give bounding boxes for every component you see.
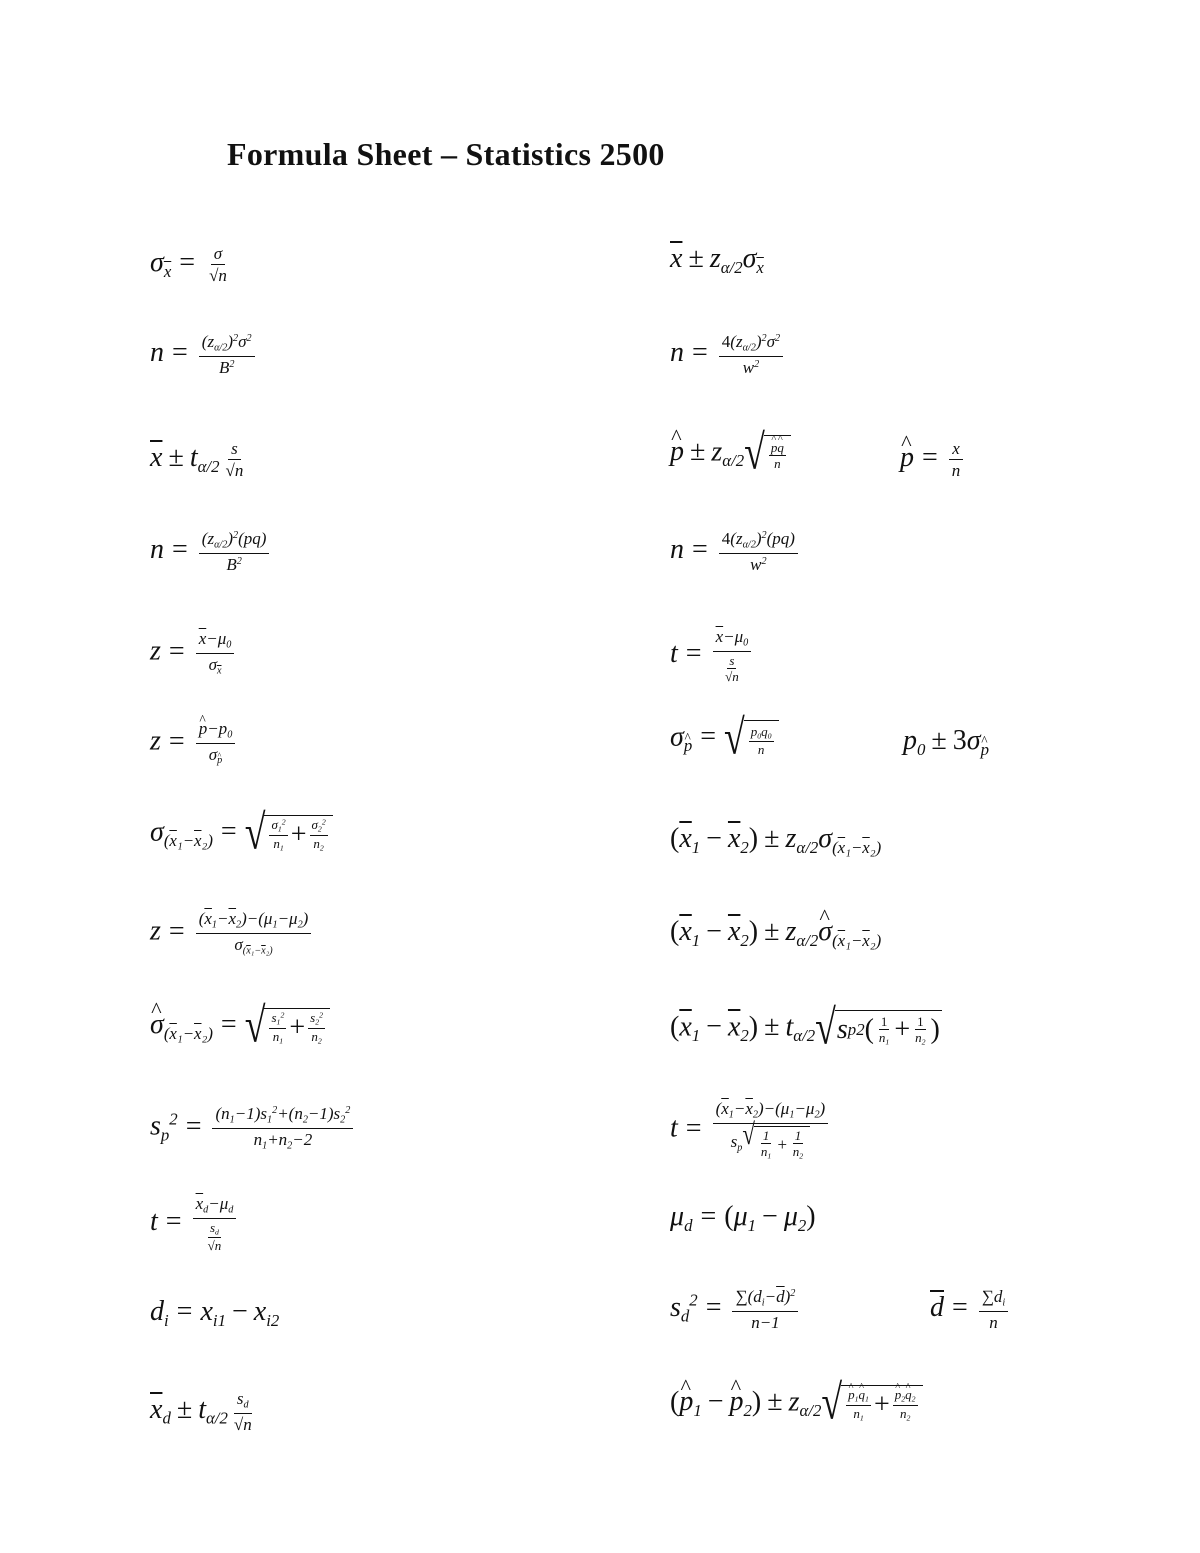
formula-se-diff: $\sigma_{(\overline{x}_1-\overline{x}_2)}$ = √ $\frac{\sigma_1^2}{n_1}$ + $\frac{\sigma_2^2}{n_2}$	[150, 815, 333, 853]
formula-n-prop-width: n = $\frac{4(z_{\alpha/2})^2(pq)}{w^2}$	[670, 530, 801, 573]
formula-n-mean-bound: n = $\frac{(z_{\alpha/2})^2\sigma^2}{B^2}$	[150, 333, 258, 376]
formula-d-bar: $\overline{d}$ = $\frac{\sum d_i}{n}$	[930, 1288, 1011, 1331]
page-title: Formula Sheet – Statistics 2500	[227, 136, 665, 172]
formula-t-paired: t = $\frac{\overline{x}_d-\mu_d}{\frac{s_d}{√n}}$	[150, 1195, 239, 1252]
formula-z-mean: z = $\frac{\overline{x}-\mu_0}{\sigma_{\overline{x}}}$	[150, 630, 237, 677]
formula-se-mean: $\sigma_{\overline{x}}$ = $\frac{\sigma}{√n}$	[150, 244, 227, 285]
formula-s-d: $s_d^2$ = $\frac{\sum(d_i-\overline{d})^2}{n-1}$	[670, 1288, 801, 1331]
formula-prop-check: $p_0$ ± 3σ^ $_p$	[903, 727, 989, 759]
formula-t-mean: t = $\frac{\overline{x}-\mu_0}{\frac{s}{√n}}$	[670, 628, 754, 683]
formula-z-prop: z = ^ $\frac{p-p_0}{\sigma\^{} _p}$	[150, 720, 238, 767]
formula-ci-diff-t: $(\overline{x}_1 - \overline{x}_2) \pm t_{\alpha/2}$ √ s p 2 ( $\frac{1}{n_1}$ + $\frac{1}{n_2}$ )	[670, 1000, 940, 1056]
formula-pooled-var: $s_p^2$ = $\frac{(n_1-1)s_1^2+(n_2-1)s_2^2}{n_1+n_2-2}$	[150, 1105, 356, 1152]
formula-z-diff: z = $\frac{(\overline{x}_1-\overline{x}_2)-(\mu_1-\mu_2)}{\sigma_{(\overline{x}_1-\overline{x}_2)}}$	[150, 910, 314, 957]
formula-ci-mean-z: $\overline{x} \pm z_{\alpha/2}\sigma_{\overline{x}}$	[670, 243, 764, 277]
formula-ci-prop-diff: (^ $p_1$ − ^ $p_2) \pm z_{\alpha/2}$ √ ^ $\frac{p_1\^{} q_1}{n_1}$ + ^ $\frac{p_2\^{} q_2}{n_2}$	[670, 1385, 923, 1423]
formula-se-prop: σ^ $_p$ = √ $\frac{p_0q_0}{n}$	[670, 720, 779, 758]
formula-n-mean-width: n = $\frac{4(z_{\alpha/2})^2\sigma^2}{w^2}$	[670, 333, 786, 376]
formula-ci-diff-z: $(\overline{x}_1 - \overline{x}_2) \pm z_{\alpha/2}\sigma_{(\overline{x}_1-\overline{x}_2)}$	[670, 823, 882, 857]
formula-ci-prop: ^ $p \pm z_{\alpha/2}$ √ ^ $\frac{p\^{} q}{n}$	[670, 435, 791, 473]
formula-mu-d: $\mu_d = (\mu_1 - \mu_2)$	[670, 1201, 816, 1235]
formula-n-prop-bound: n = $\frac{(z_{\alpha/2})^2(pq)}{B^2}$	[150, 530, 272, 573]
formula-se-diff-hat: ^ $\sigma_{(\overline{x}_1-\overline{x}_2)}$ = √ $\frac{s_1^2}{n_1}$ + $\frac{s_2^2}{n_2}$	[150, 1008, 330, 1046]
formula-ci-paired: $\overline{x}_d \pm t_{\alpha/2}$ $\frac{s_d}{√n}$	[150, 1389, 252, 1434]
formula-ci-diff-z-hat: $(\overline{x}_1 - \overline{x}_2)$ ± $z_{\alpha/2}\^{}$ $\sigma_{(\overline{x}_1-\overline{x}_2)}$	[670, 918, 881, 950]
formula-t-pooled: t = $(\overline{x}_1-\overline{x}_2)-(\mu_1-\mu_2)$ $s_p$ √ $\frac{1}{n_1}$ + $\frac{1}{n_2}$	[670, 1100, 831, 1160]
formula-p-hat: ^ p = $\frac{x}{n}$	[900, 440, 966, 479]
formula-d-i: $d_i = x_{i1} - x_{i2}$	[150, 1296, 280, 1330]
formula-ci-mean-t: $\overline{x} \pm t_{\alpha/2}$ $\frac{s}{√n}$	[150, 439, 244, 480]
